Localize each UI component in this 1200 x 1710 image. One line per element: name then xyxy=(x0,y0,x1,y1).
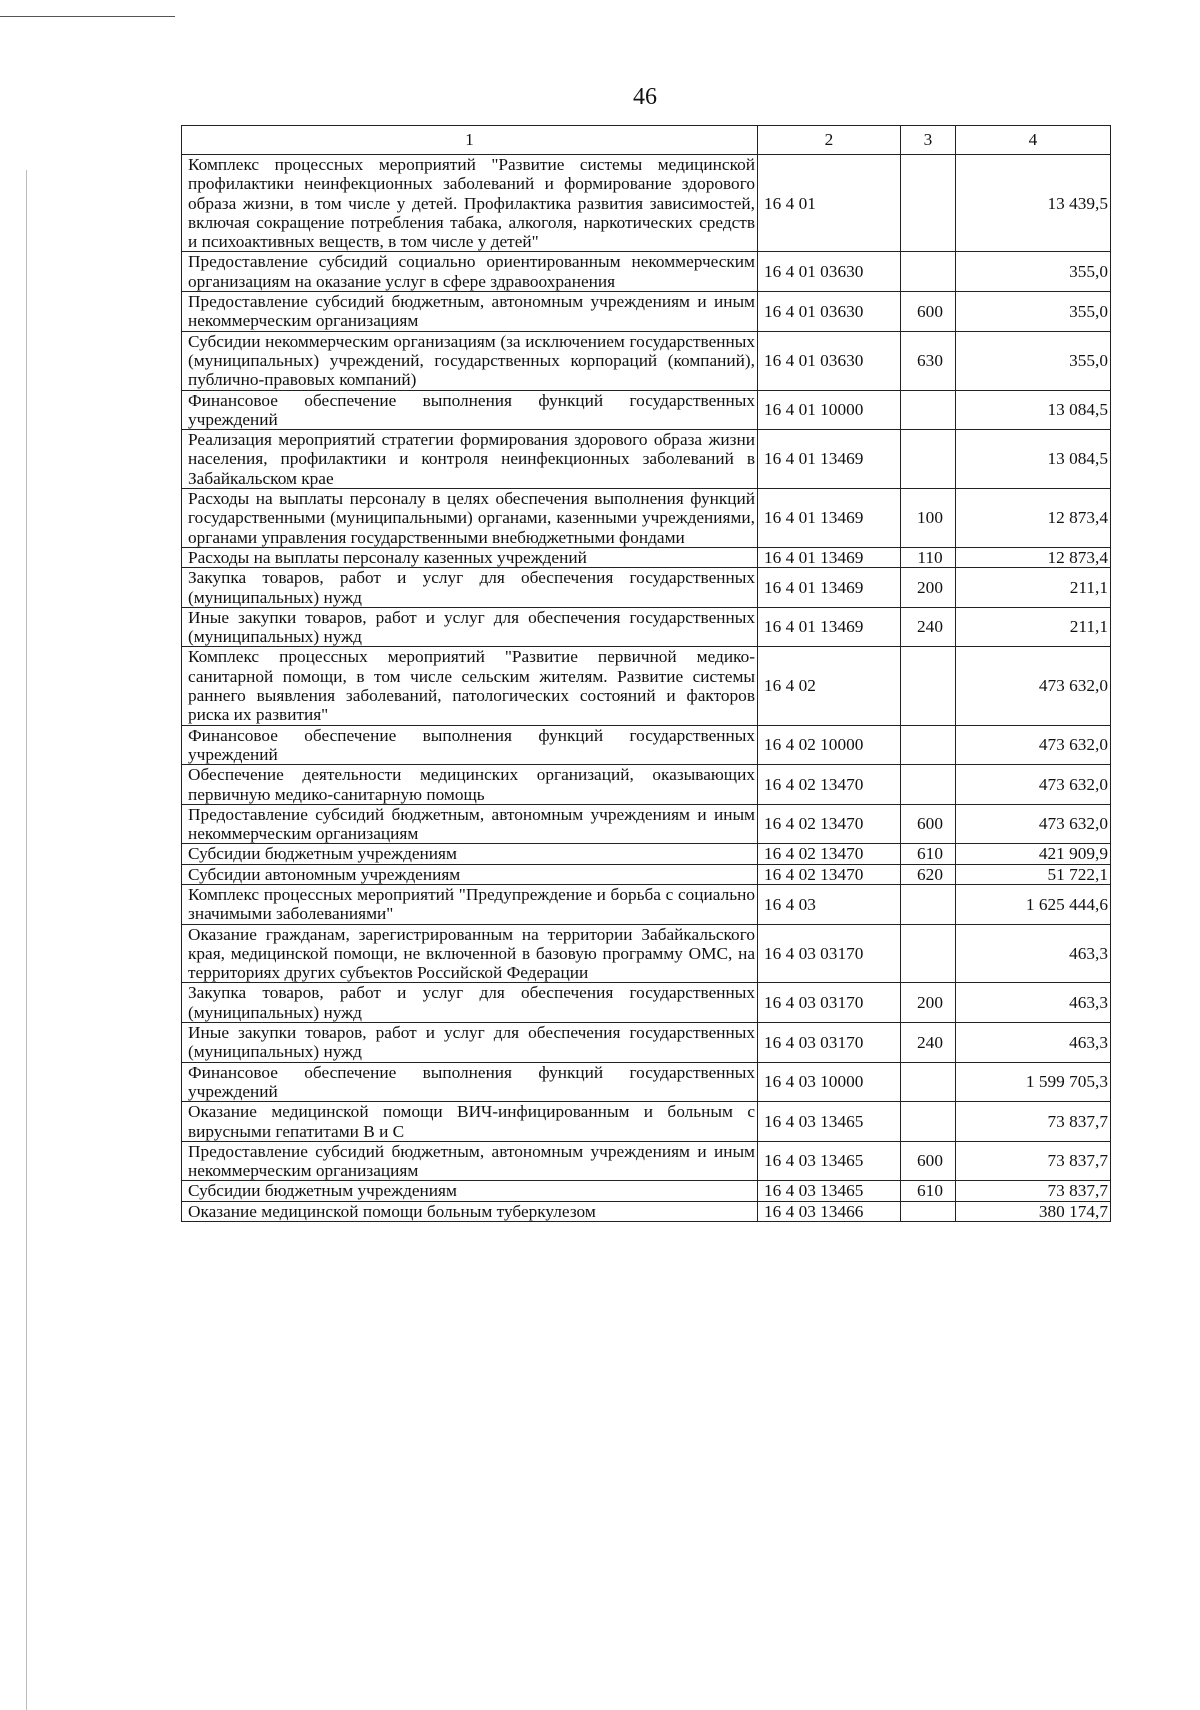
table-row xyxy=(182,1201,1111,1221)
row-name: Предоставление субсидий бюджетным, автономным учреждениям и иным некоммерческим организациям xyxy=(182,1141,758,1181)
row-kind: 240 xyxy=(901,607,956,647)
row-code: 16 4 02 xyxy=(758,647,901,725)
table-row xyxy=(182,884,1111,924)
table-row xyxy=(182,1102,1111,1142)
row-code: 16 4 03 13465 xyxy=(758,1102,901,1142)
row-kind xyxy=(901,1062,956,1102)
row-name: Предоставление субсидий бюджетным, автономным учреждениям и иным некоммерческим организациям xyxy=(182,804,758,844)
row-sum: 13 084,5 xyxy=(956,390,1111,430)
row-code: 16 4 01 03630 xyxy=(758,292,901,332)
row-name: Комплекс процессных мероприятий "Развитие первичной медико-санитарной помощи, в том числе сельским жителям. Развитие системы раннего выявления заболеваний, патологических состояний и факторов риска их развития" xyxy=(182,647,758,725)
row-code: 16 4 02 10000 xyxy=(758,725,901,765)
row-code: 16 4 01 10000 xyxy=(758,390,901,430)
table-row xyxy=(182,489,1111,548)
row-sum: 13 084,5 xyxy=(956,430,1111,489)
row-kind xyxy=(901,155,956,252)
row-code: 16 4 01 13469 xyxy=(758,430,901,489)
row-kind xyxy=(901,252,956,292)
row-code: 16 4 03 xyxy=(758,884,901,924)
row-code: 16 4 03 10000 xyxy=(758,1062,901,1102)
row-kind: 620 xyxy=(901,864,956,884)
table-row xyxy=(182,844,1111,864)
row-name: Расходы на выплаты персоналу в целях обеспечения выполнения функций государственными (муниципальными) органами, казенными учреждениями, органами управления государственными внебюджетными фондами xyxy=(182,489,758,548)
row-sum: 463,3 xyxy=(956,983,1111,1023)
row-code: 16 4 02 13470 xyxy=(758,844,901,864)
row-name: Закупка товаров, работ и услуг для обеспечения государственных (муниципальных) нужд xyxy=(182,983,758,1023)
scan-edge-mark xyxy=(0,16,175,17)
row-name: Субсидии бюджетным учреждениям xyxy=(182,1181,758,1201)
table-row xyxy=(182,292,1111,332)
row-code: 16 4 03 03170 xyxy=(758,983,901,1023)
row-name: Финансовое обеспечение выполнения функций государственных учреждений xyxy=(182,390,758,430)
row-kind: 240 xyxy=(901,1023,956,1063)
budget-table xyxy=(181,125,1111,1222)
row-sum: 473 632,0 xyxy=(956,765,1111,805)
row-kind xyxy=(901,884,956,924)
row-kind xyxy=(901,765,956,805)
table-row xyxy=(182,1181,1111,1201)
row-sum: 473 632,0 xyxy=(956,647,1111,725)
row-name: Комплекс процессных мероприятий "Развитие системы медицинской профилактики неинфекционных заболеваний и формирование здорового образа жизни, в том числе у детей. Профилактика развития зависимостей, включая сокращение потребления табака, алкоголя, наркотических средств и психоактивных веществ, в том числе у детей" xyxy=(182,155,758,252)
row-kind xyxy=(901,1102,956,1142)
row-name: Оказание медицинской помощи ВИЧ-инфицированным и больным с вирусными гепатитами В и С xyxy=(182,1102,758,1142)
row-kind xyxy=(901,924,956,983)
row-name: Субсидии бюджетным учреждениям xyxy=(182,844,758,864)
table-row xyxy=(182,924,1111,983)
row-name: Субсидии автономным учреждениям xyxy=(182,864,758,884)
table-body xyxy=(182,155,1111,1222)
table-row xyxy=(182,547,1111,567)
row-sum: 355,0 xyxy=(956,331,1111,390)
table-row xyxy=(182,607,1111,647)
row-code: 16 4 03 13465 xyxy=(758,1181,901,1201)
row-kind: 600 xyxy=(901,804,956,844)
row-kind: 200 xyxy=(901,568,956,608)
row-sum: 12 873,4 xyxy=(956,547,1111,567)
table-row xyxy=(182,155,1111,252)
table-row xyxy=(182,1023,1111,1063)
table-row xyxy=(182,983,1111,1023)
table-row xyxy=(182,430,1111,489)
row-sum: 355,0 xyxy=(956,252,1111,292)
row-sum: 73 837,7 xyxy=(956,1141,1111,1181)
table-row xyxy=(182,1141,1111,1181)
row-code: 16 4 03 13465 xyxy=(758,1141,901,1181)
table-row xyxy=(182,765,1111,805)
row-name: Расходы на выплаты персоналу казенных учреждений xyxy=(182,547,758,567)
row-name: Комплекс процессных мероприятий "Предупреждение и борьба с социально значимыми заболеваниями" xyxy=(182,884,758,924)
row-kind xyxy=(901,725,956,765)
row-name: Иные закупки товаров, работ и услуг для обеспечения государственных (муниципальных) нужд xyxy=(182,1023,758,1063)
row-name: Обеспечение деятельности медицинских организаций, оказывающих первичную медико-санитарную помощь xyxy=(182,765,758,805)
row-name: Оказание гражданам, зарегистрированным на территории Забайкальского края, медицинской помощи, не включенной в базовую программу ОМС, на территориях других субъектов Российской Федерации xyxy=(182,924,758,983)
row-sum: 1 625 444,6 xyxy=(956,884,1111,924)
row-kind: 100 xyxy=(901,489,956,548)
row-kind xyxy=(901,1201,956,1221)
row-sum: 380 174,7 xyxy=(956,1201,1111,1221)
row-sum: 463,3 xyxy=(956,924,1111,983)
table-row xyxy=(182,568,1111,608)
row-name: Реализация мероприятий стратегии формирования здорового образа жизни населения, профилактики и контроля неинфекционных заболеваний в Забайкальском крае xyxy=(182,430,758,489)
row-code: 16 4 01 03630 xyxy=(758,331,901,390)
row-name: Финансовое обеспечение выполнения функций государственных учреждений xyxy=(182,725,758,765)
row-name: Предоставление субсидий бюджетным, автономным учреждениям и иным некоммерческим организациям xyxy=(182,292,758,332)
row-sum: 421 909,9 xyxy=(956,844,1111,864)
row-sum: 473 632,0 xyxy=(956,804,1111,844)
row-kind: 610 xyxy=(901,844,956,864)
row-kind xyxy=(901,430,956,489)
row-sum: 12 873,4 xyxy=(956,489,1111,548)
row-name: Субсидии некоммерческим организациям (за исключением государственных (муниципальных) учреждений, государственных корпораций (компаний), публично-правовых компаний) xyxy=(182,331,758,390)
row-code: 16 4 01 13469 xyxy=(758,568,901,608)
table-row xyxy=(182,390,1111,430)
row-code: 16 4 02 13470 xyxy=(758,804,901,844)
row-kind xyxy=(901,390,956,430)
row-kind: 610 xyxy=(901,1181,956,1201)
row-code: 16 4 02 13470 xyxy=(758,765,901,805)
table-row xyxy=(182,252,1111,292)
row-sum: 1 599 705,3 xyxy=(956,1062,1111,1102)
row-code: 16 4 03 13466 xyxy=(758,1201,901,1221)
table-row xyxy=(182,725,1111,765)
row-code: 16 4 01 13469 xyxy=(758,607,901,647)
page-number: 46 xyxy=(633,84,657,110)
row-sum: 463,3 xyxy=(956,1023,1111,1063)
row-name: Иные закупки товаров, работ и услуг для обеспечения государственных (муниципальных) нужд xyxy=(182,607,758,647)
row-kind xyxy=(901,647,956,725)
row-name: Оказание медицинской помощи больным туберкулезом xyxy=(182,1201,758,1221)
row-kind: 600 xyxy=(901,1141,956,1181)
row-sum: 473 632,0 xyxy=(956,725,1111,765)
row-code: 16 4 01 03630 xyxy=(758,252,901,292)
row-sum: 211,1 xyxy=(956,568,1111,608)
column-header-kind: 3 xyxy=(901,126,956,155)
row-name: Закупка товаров, работ и услуг для обеспечения государственных (муниципальных) нужд xyxy=(182,568,758,608)
row-sum: 13 439,5 xyxy=(956,155,1111,252)
table-row xyxy=(182,647,1111,725)
row-code: 16 4 03 03170 xyxy=(758,924,901,983)
table-row xyxy=(182,804,1111,844)
row-code: 16 4 01 13469 xyxy=(758,547,901,567)
column-header-code: 2 xyxy=(758,126,901,155)
row-name: Финансовое обеспечение выполнения функций государственных учреждений xyxy=(182,1062,758,1102)
scan-margin-line xyxy=(26,170,27,1710)
row-kind: 110 xyxy=(901,547,956,567)
row-kind: 630 xyxy=(901,331,956,390)
table-row xyxy=(182,1062,1111,1102)
row-sum: 211,1 xyxy=(956,607,1111,647)
row-sum: 51 722,1 xyxy=(956,864,1111,884)
row-code: 16 4 03 03170 xyxy=(758,1023,901,1063)
row-kind: 200 xyxy=(901,983,956,1023)
row-code: 16 4 01 xyxy=(758,155,901,252)
column-header-sum: 4 xyxy=(956,126,1111,155)
table-row xyxy=(182,331,1111,390)
table-row xyxy=(182,864,1111,884)
column-header-name: 1 xyxy=(182,126,758,155)
row-sum: 73 837,7 xyxy=(956,1181,1111,1201)
row-code: 16 4 02 13470 xyxy=(758,864,901,884)
row-sum: 73 837,7 xyxy=(956,1102,1111,1142)
row-sum: 355,0 xyxy=(956,292,1111,332)
row-kind: 600 xyxy=(901,292,956,332)
row-name: Предоставление субсидий социально ориентированным некоммерческим организациям на оказание услуг в сфере здравоохранения xyxy=(182,252,758,292)
table-header-row xyxy=(182,126,1111,155)
row-code: 16 4 01 13469 xyxy=(758,489,901,548)
